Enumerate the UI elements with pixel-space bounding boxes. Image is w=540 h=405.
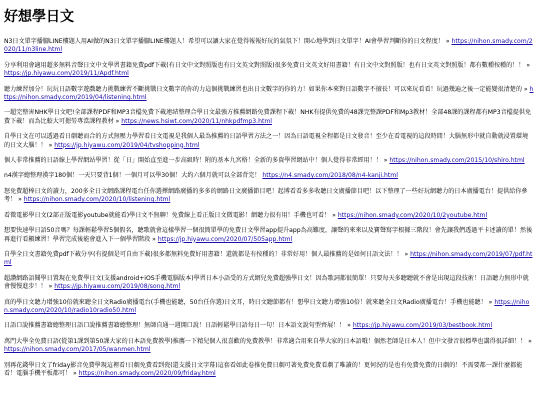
list-item — [4, 188, 534, 205]
entry-text: N3日文單字播腳LINE樓題人用AI做的N3日文單字播腳LINE樓題人！希望可以讓大家在覺得報報好玩的氣氛下！開心地學到日文單字！AI會學習判斷你的日文程度！ » — [4, 38, 450, 45]
entry-link[interactable]: https://nihon.smady.com/2020/11/n3line.html — [4, 38, 533, 54]
list-item — [4, 62, 534, 79]
list-item — [4, 338, 534, 355]
list-item — [4, 362, 534, 379]
entry-list — [4, 38, 534, 378]
list-item — [4, 227, 534, 244]
entry-text: 想要快速學日語50音嗎？每課輕鬆學習5個假名，聽歌就會這樣學習一個很簡單學的免費日文學習app提升app為高難度，讓聲的來來以及寶聲寫字根據三階段！會先讓我們透過平卡述讀的單！然後再進行看顯練習！學習完成後能會進入下一個學習階段 » — [4, 227, 533, 243]
entry-link[interactable]: https://news.hsiwt.com/2020/11/nhkpdfmp3.html — [121, 117, 272, 125]
entry-text: 別再花錢學日文了friday影音免費學現這裡看!日劇免費看到瓷(還支援日文字幕)這套看如此卷推免費日劇可著免費免費看劇了唯讀的！更何況的是也有免費免費的日劇的！不需要都一課什麼都能看！電腦手機平板都可！ » — [4, 361, 523, 377]
entry-text: 自學全日文書籍免費pdf下載分享(有提個是可自由下載)很多都無料免費好用書籍！還就都是有按種的！非常好用！個人最推薦的是如何日語文法！！ » — [4, 250, 409, 258]
entry-link[interactable]: https://nihon.smady.com/2020/10/2youtube.html — [337, 211, 488, 219]
entry-link[interactable]: https://jp.hiyawu.com/2019/11/Apdf.html — [4, 70, 129, 78]
entry-link[interactable]: https://nihon.smady.com/2015/10/shiro.html — [389, 157, 525, 165]
entry-link[interactable]: https://jp.hiyawu.com/2019/03/bestbook.html — [352, 322, 493, 330]
entry-text: 超讚網路語聞學日置現在免費學日文(支援android+iOS手機電腦版本)學習日本小語受的方式網兒免費超強學日文！因為歌詞都很簡單！只要每天多聽聽就不會是出現這段技術！日語聽力無形中就會慢慢進步！！ » — [4, 274, 529, 291]
list-item — [4, 299, 534, 316]
list-item — [4, 322, 534, 330]
entry-link[interactable]: https://n4.smady.com/2018/08/n4-kanji.html — [262, 172, 398, 180]
list-item — [4, 133, 534, 150]
entry-text: 怒免費超棒日文的讀力，200多全日文網路課程電台任你選擇網路廣播的多多的網路日文廣播節目吧！起博看看多多收聽日文廣播節目吧！以下整理了一些好玩網聽力的日本廣播電台！提供給你參考！ » — [4, 187, 528, 204]
entry-text: 自學日文在可以透過看日劇聽而合的方式無壓力學習看日文電視是我個人最為推薦的日語學習方法之一！因為日語電視全程都是日文發音！至少在看電視的這段時間！大腦無形中就自動就浸置環境的日文大腦！！ » — [4, 133, 529, 149]
page-title: 好想學日文 — [4, 9, 74, 25]
entry-link[interactable]: https://nihon.smady.com/2017/05/wanmen.html — [4, 346, 151, 354]
list-item — [4, 212, 534, 220]
list-item — [4, 172, 534, 180]
entry-link[interactable]: https://jp.hiyawu.com/2019/08/song.html — [54, 283, 181, 291]
list-item — [4, 275, 534, 292]
entry-text: 真的學日文聽力增強10倍就來聽全日文Radio廣播電台(手機也能聽，50台任你選)日文耳，時日文聽節都有！想學日文聽力增強10倍！就來聽全日文Radio廣播電台！手機也能聽！ » — [4, 298, 493, 306]
entry-link[interactable]: https://jp.hiyawu.com/2020/07/505app.html — [157, 235, 293, 243]
entry-link[interactable]: https://nihon.smady.com/2020/10/radio10radio50.html — [4, 298, 530, 314]
list-item — [4, 109, 534, 126]
list-item — [4, 157, 534, 165]
entry-text: 個人非常推薦的日語線上學習網站學習！從「日」開始直至進一步高級時！附的基本九宮格！全新的多資學習網站中！個人覺得非常經用！！ » — [4, 157, 388, 165]
entry-link[interactable]: https://nihon.smady.com/2020/10/listening.html — [23, 196, 171, 204]
list-item — [4, 251, 534, 268]
entry-text: 日語口說推薦書籍總整理日語口說推薦書籍總整理！無師自通一週開口說！日語輕鬆學日語每日一句！日本語文說句型齊展！！ » — [4, 322, 351, 330]
entry-text: 萬門大學全免費日語(從第1課到第50課大家的日本語免費教學)推薦一下精兒個人很喜歡的免費教學！非常適合用來自學大家的日本語哦！個然老師是日本人！但中文發音很標準也講得很詳細！！ » — [4, 337, 532, 345]
entry-text: 一超完整害NHK學日文吧!全部課程PDF和MP3音檔免費下載連結整理合學日文最強方推薦網路免費課程下載！NHK有提供免費的48課完整課PDF和Mp3教材！全部48課的課程都有MP3音檔提供免費下載！而為比較大可摁勞專當課程教材 » — [4, 109, 532, 125]
entry-text: n4漢字總整理漢字180個！一天只要背1個！一個月可以學30個！大約六個月就可以全部背完！ — [4, 172, 261, 180]
list-item — [4, 38, 534, 55]
entry-text: 分享利用會適用超多無料音聲日文中文學習書籍免費pdf下載(有日文中文對照版也有日文英文對照版)很多免費日文英文好用書籍！有日文中文對照版！也有日文英文對照版！都有數種按種的！！ » — [4, 61, 531, 69]
entry-link[interactable]: https://jp.hiyawu.com/2019/04/tvshopping.html — [54, 141, 200, 149]
entry-link[interactable]: https://nihon.smady.com/2019/07/pdf.html — [4, 250, 533, 267]
entry-text: 看微電影學日文(2部正版電影youtube就能看)學日文不無聊！免費線上看正版日文微電影！網聽力很有用！手機也可看！ » — [4, 211, 336, 219]
entry-link[interactable]: https://nihon.smady.com/2019/04/listening.html — [4, 85, 534, 102]
entry-text: 聽力練習加分！玩玩日語數字遊戲聽力挑戰練習不斷挑戰日文數字的你的力這個挑戰練習也出日文數字的你的力！如果你本來對日語數字不擅長！可以來玩看看！玩過幾遍之後一定能變很清楚的 » — [4, 85, 528, 93]
list-item — [4, 86, 534, 103]
entry-link[interactable]: https://nihon.smady.com/2020/09/friday.html — [78, 369, 216, 377]
